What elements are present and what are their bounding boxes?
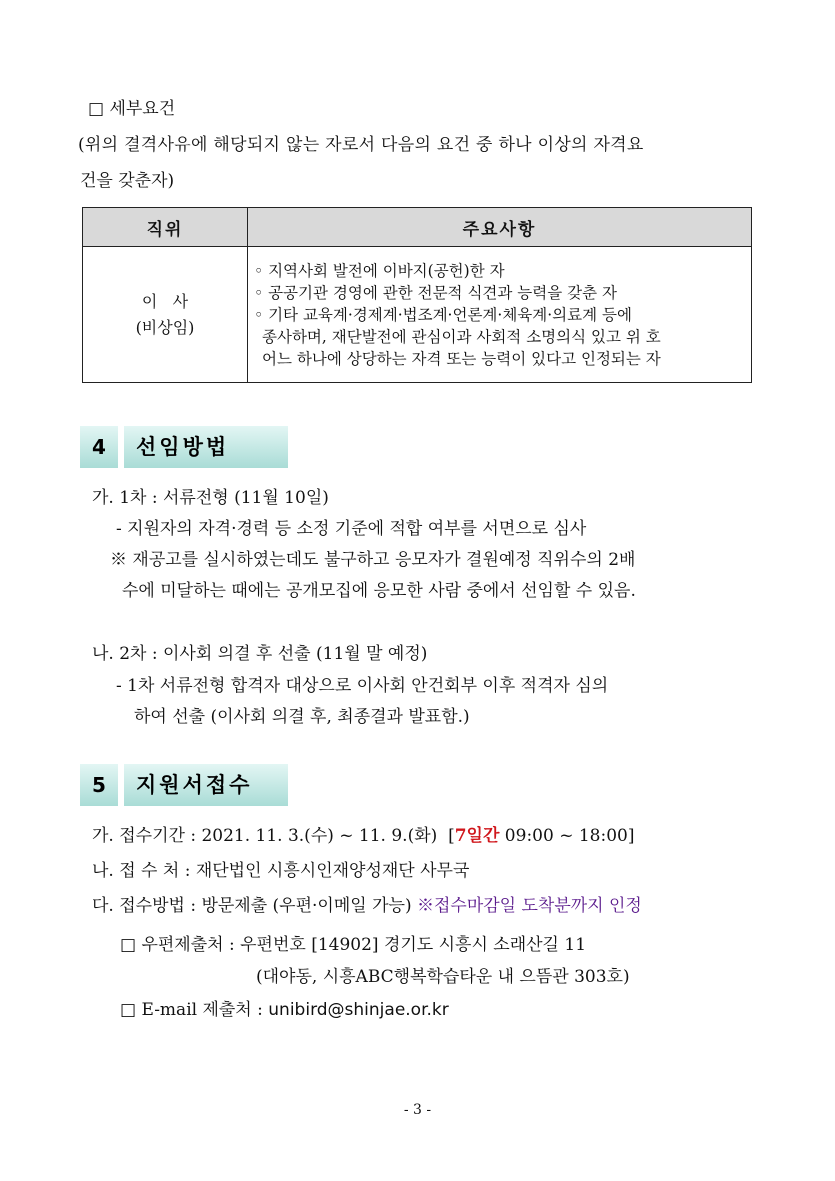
section-number: 4 — [80, 426, 118, 468]
requirements-table — [82, 207, 752, 383]
application-period — [92, 821, 634, 851]
selection-second-detail-line1: - 1차 서류전형 합격자 대상으로 이사회 안건회부 이후 적격자 심의 — [116, 676, 609, 696]
section-5-header — [80, 764, 288, 806]
table-header-main: 주요사항 — [248, 208, 752, 247]
selection-note-line2: 수에 미달하는 때에는 공개모집에 응모한 사람 중에서 선임할 수 있음. — [122, 581, 636, 601]
selection-note-line1: ※ 재공고를 실시하였는데도 불구하고 응모자가 결원예정 직위수의 2배 — [110, 550, 636, 570]
section-4-header — [80, 426, 288, 468]
role-subtitle: (비상임) — [135, 317, 195, 337]
page-number: - 3 - — [403, 1102, 432, 1118]
post-address-line2: (대야동, 시흥ABC행복학습타운 내 으뜸관 303호) — [256, 967, 630, 987]
selection-first-detail: - 지원자의 자격·경력 등 소정 기준에 적합 여부를 서면으로 심사 — [116, 519, 587, 539]
period-highlight: 7일간 — [454, 826, 500, 846]
email-submission — [120, 995, 449, 1025]
requirements-heading: □ 세부요건 — [88, 99, 176, 119]
table-header-role: 직위 — [83, 208, 248, 247]
section-title: 지원서접수 — [124, 764, 288, 806]
selection-first-stage: 가. 1차 : 서류전형 (11월 10일) — [92, 488, 329, 508]
items-cell — [248, 247, 752, 383]
list-item: ◦ 공공기관 경영에 관한 전문적 식견과 능력을 갖춘 자 — [254, 284, 617, 302]
requirements-desc-line1: (위의 결격사유에 해당되지 않는 자로서 다음의 요건 중 하나 이상의 자격요 — [78, 135, 644, 155]
selection-second-detail-line2: 하여 선출 (이사회 의결 후, 최종결과 발표함.) — [134, 707, 470, 727]
method-note: ※접수마감일 도착분까지 인정 — [416, 896, 642, 916]
table-header-row — [83, 208, 752, 247]
email-label: □ E-mail 제출처 : — [120, 1000, 269, 1020]
list-item: ◦ 기타 교육계·경제계·법조계·언론계·체육계·의료계 등에 — [254, 306, 632, 324]
period-label: 가. 접수기간 : 2021. 11. 3.(수) ~ 11. 9.(화) [ — [92, 826, 455, 846]
selection-second-stage: 나. 2차 : 이사회 의결 후 선출 (11월 말 예정) — [92, 644, 428, 664]
section-title: 선임방법 — [124, 426, 288, 468]
method-label: 다. 접수방법 : 방문제출 (우편·이메일 가능) — [92, 896, 417, 916]
requirements-desc-line2: 건을 갖춘자) — [80, 171, 175, 191]
section-number: 5 — [80, 764, 118, 806]
post-address-line1: □ 우편제출처 : 우편번호 [14902] 경기도 시흥시 소래산길 11 — [120, 935, 587, 955]
application-place: 나. 접 수 처 : 재단법인 시흥시인재양성재단 사무국 — [92, 861, 470, 881]
table-row — [83, 247, 752, 383]
list-item: ◦ 지역사회 발전에 이바지(공헌)한 자 — [254, 262, 505, 280]
list-item: 종사하며, 재단발전에 관심이과 사회적 소명의식 있고 위 호 — [262, 328, 661, 346]
email-address: unibird@shinjae.or.kr — [268, 1000, 449, 1020]
application-method — [92, 891, 642, 921]
period-tail: 09:00 ~ 18:00] — [499, 826, 635, 846]
list-item: 어느 하나에 상당하는 자격 또는 능력이 있다고 인정되는 자 — [262, 350, 661, 368]
role-cell — [83, 247, 248, 383]
role-title: 이 사 — [141, 291, 189, 311]
